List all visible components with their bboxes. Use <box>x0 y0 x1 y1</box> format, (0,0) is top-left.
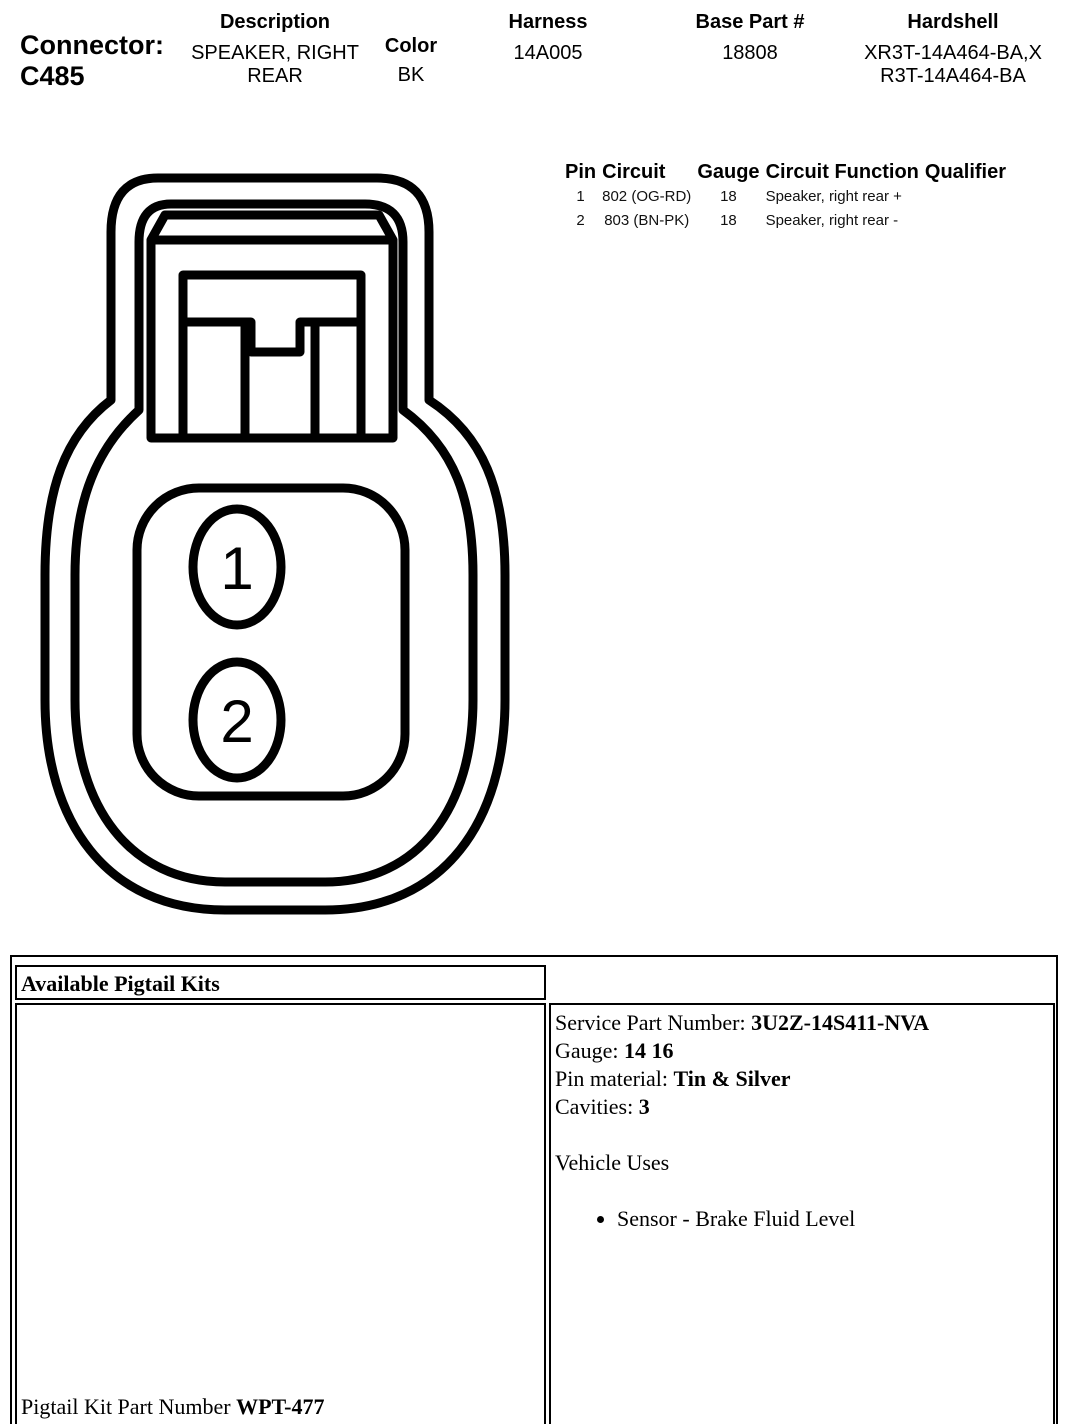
gauge: 18 <box>720 211 737 229</box>
circuit: 802 (OG-RD) <box>602 187 692 205</box>
pin-material-label: Pin material: <box>555 1066 669 1091</box>
table-row <box>562 184 1009 208</box>
vehicle-uses-label: Vehicle Uses <box>555 1150 670 1175</box>
latch-notch <box>183 322 361 352</box>
gauge-value: 14 16 <box>624 1038 674 1063</box>
hardshell-column <box>864 10 1042 88</box>
column-header: Circuit <box>602 160 666 183</box>
pigtail-kit-image-area <box>15 1003 546 1424</box>
pin-number: 2 <box>576 211 585 229</box>
color-value: BK <box>397 64 425 86</box>
pin-2-label: 2 <box>220 688 254 755</box>
service-part-label: Service Part Number: <box>555 1010 746 1035</box>
pin-table-header <box>562 160 1009 184</box>
service-part-row <box>555 1009 1049 1037</box>
table-row <box>562 208 1009 232</box>
base-part-value: 18808 <box>722 42 778 64</box>
connector-id: C485 <box>20 61 85 91</box>
circuit: 803 (BN-PK) <box>604 211 690 229</box>
color-column <box>376 34 446 87</box>
column-header: Qualifier <box>924 160 1007 183</box>
column-header: Circuit Function <box>765 160 919 183</box>
qualifier <box>922 208 1009 232</box>
pigtail-kits-title: Available Pigtail Kits <box>15 965 546 1000</box>
gauge: 18 <box>720 187 737 205</box>
connector-label: Connector: <box>20 30 164 60</box>
cavities-value: 3 <box>638 1094 650 1119</box>
gauge-row <box>555 1037 1049 1065</box>
vehicle-uses-list <box>555 1205 1049 1233</box>
circuit-function: Speaker, right rear - <box>765 211 899 229</box>
description-column <box>178 10 372 88</box>
harness-label: Harness <box>508 11 588 33</box>
column-header: Gauge <box>697 160 760 183</box>
gauge-label: Gauge: <box>555 1038 619 1063</box>
cavities-row <box>555 1093 1049 1121</box>
hardshell-label: Hardshell <box>907 11 999 33</box>
color-label: Color <box>384 35 438 57</box>
pin-material-row <box>555 1065 1049 1093</box>
qualifier <box>922 184 1009 208</box>
description-label: Description <box>219 11 331 33</box>
list-item: • Sensor - Brake Fluid Level <box>617 1205 1049 1233</box>
column-header: Pin <box>565 160 597 183</box>
pin-table <box>562 160 1009 232</box>
pigtail-kit-part-number <box>21 1394 325 1420</box>
pigtail-kit-value: WPT-477 <box>236 1394 325 1419</box>
pin-number: 1 <box>576 187 585 205</box>
circuit-function: Speaker, right rear + <box>765 187 902 205</box>
description-value: SPEAKER, RIGHT REAR <box>191 42 359 87</box>
pigtail-kit-details <box>549 1003 1055 1424</box>
pin-1-label: 1 <box>220 535 254 602</box>
pigtail-kit-label: Pigtail Kit Part Number <box>21 1394 231 1419</box>
base-part-label: Base Part # <box>695 11 805 33</box>
harness-column <box>486 10 610 65</box>
connector-title <box>20 30 164 92</box>
service-part-value: 3U2Z-14S411-NVA <box>751 1010 930 1035</box>
hardshell-value: XR3T-14A464-BA,XR3T-14A464-BA <box>864 42 1042 87</box>
pin-material-value: Tin & Silver <box>673 1066 791 1091</box>
harness-value: 14A005 <box>513 42 583 64</box>
cavities-label: Cavities: <box>555 1094 634 1119</box>
base-part-column <box>680 10 820 65</box>
connector-face-diagram <box>25 170 525 930</box>
